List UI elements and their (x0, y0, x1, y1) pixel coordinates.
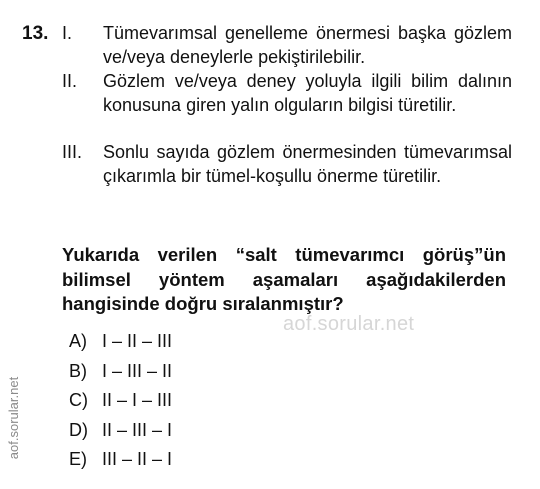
statement-2 (62, 70, 512, 117)
statement-3 (62, 141, 512, 188)
watermark: aof.sorular.net (283, 313, 415, 335)
option-text: II – I – III (102, 390, 173, 410)
statement-text: Tümevarımsal genelleme önermesi başka gözlem ve/veya deneylerle pekiştirilebilir. (103, 23, 512, 67)
question-number: 13. (22, 23, 49, 44)
option-letter: C) (69, 390, 88, 410)
answer-options (69, 327, 172, 475)
option-c[interactable] (69, 386, 172, 416)
question-stem: Yukarıda verilen “salt tümevarımcı görüş”ün bilimsel yöntem aşamaları aşağıdakilerden hangisinde doğru sıralanmıştır? (62, 244, 506, 314)
statement-numeral: III. (62, 142, 83, 162)
option-letter: A) (69, 331, 87, 351)
option-e[interactable] (69, 445, 172, 475)
statement-1 (62, 22, 512, 69)
option-text: I – III – II (102, 360, 173, 381)
option-a[interactable] (69, 327, 172, 357)
option-letter: E) (69, 449, 87, 469)
option-text: III – II – I (102, 449, 173, 469)
statement-text: Gözlem ve/veya deney yoluyla ilgili bilim dalının konusuna giren yalın olguların bilgisi türetilir. (103, 71, 512, 115)
statement-numeral: I. (62, 23, 73, 43)
option-d[interactable] (69, 416, 172, 446)
option-b[interactable] (69, 357, 172, 387)
statement-numeral: II. (62, 71, 78, 91)
option-letter: B) (69, 360, 87, 381)
option-letter: D) (69, 419, 88, 440)
side-watermark: aof.sorular.net (6, 376, 21, 460)
option-text: II – III – I (102, 419, 173, 440)
option-text: I – II – III (102, 331, 173, 351)
statement-text: Sonlu sayıda gözlem önermesinden tümevarımsal çıkarımla bir tümel-koşullu önerme türetilir. (103, 142, 512, 186)
